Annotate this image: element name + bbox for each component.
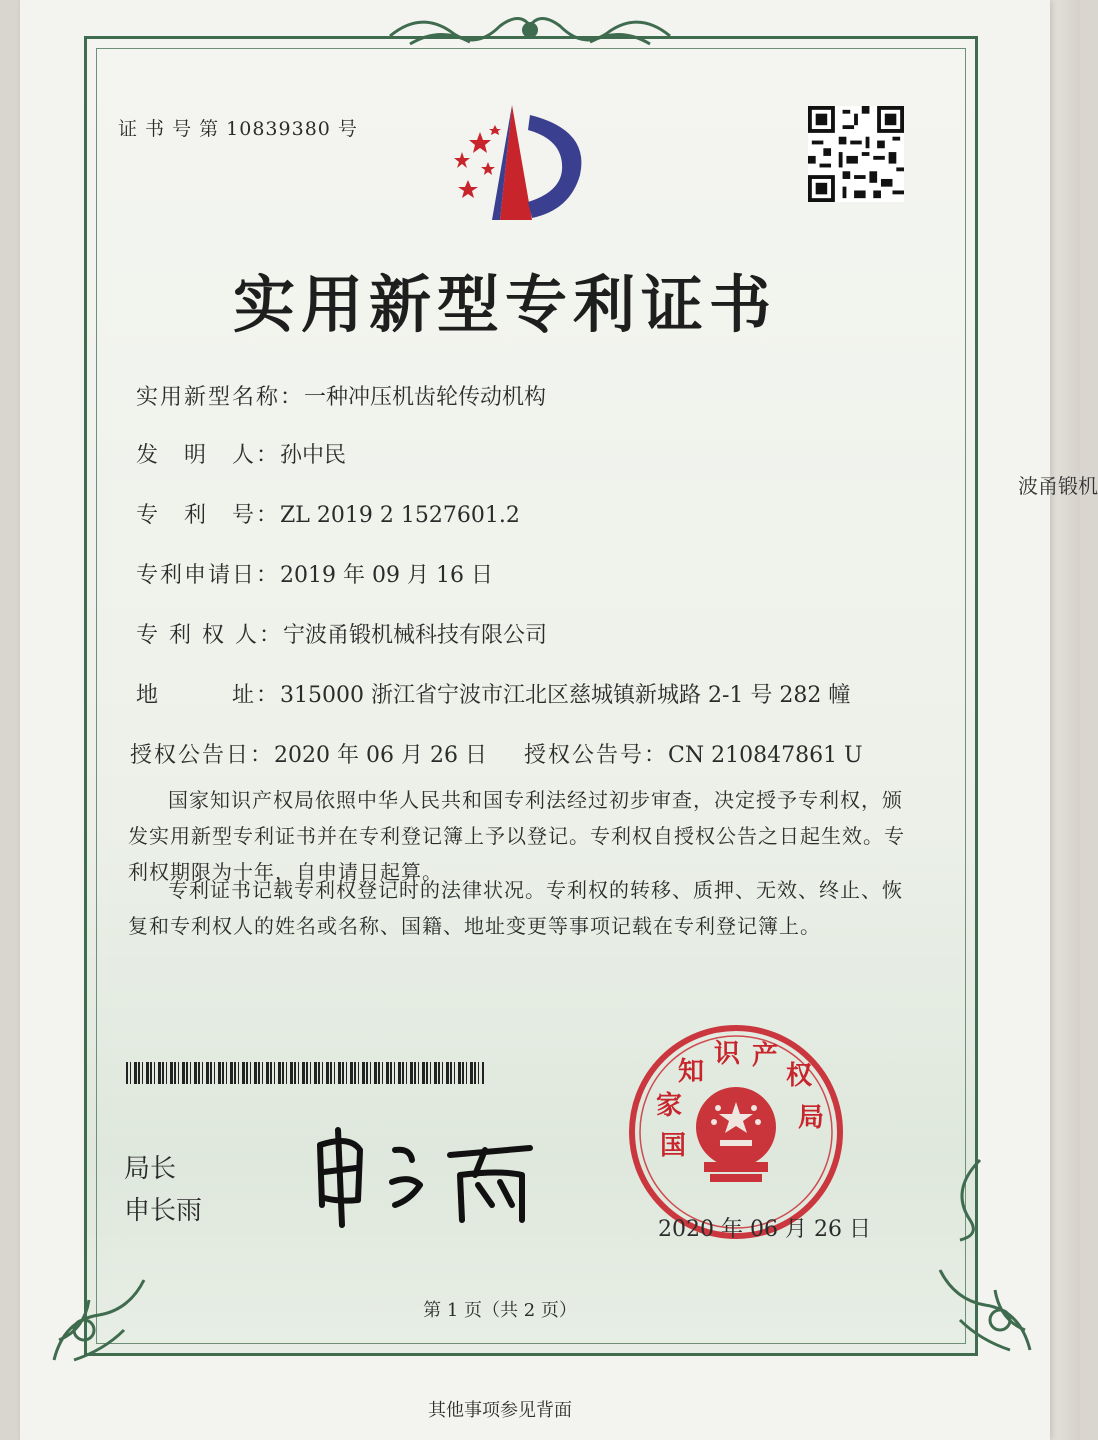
page-indicator: 第 1 页（共 2 页） [423,1300,577,1321]
grant-date-label: 授权公告日： [130,743,275,768]
patent-number-label: 专 利 号： [136,503,281,528]
svg-text:识: 识 [714,1039,741,1069]
official-seal-icon [626,1022,846,1242]
certificate-number: 证 书 号 第 10839380 号 [118,118,358,140]
seal-date: 2020 年 06 月 26 日 [658,1217,871,1242]
inventor-label: 发 明 人： [136,443,281,468]
qr-code-icon [808,106,904,202]
svg-text:权: 权 [786,1061,813,1091]
patent-number-value: ZL 2019 2 1527601.2 [280,503,520,528]
address-row [136,678,850,709]
utility-model-name-row [136,380,546,411]
certificate-title: 实用新型专利证书 [232,268,777,341]
patentee-label: 专 利 权 人： [136,623,283,648]
grant-number-row [524,738,863,769]
underlying-document-text: 波甬锻机 [1018,474,1098,498]
inventor-row [136,438,346,469]
filing-date-value: 2019 年 09 月 16 日 [280,563,493,588]
utility-model-name-label: 实用新型名称： [136,385,305,410]
signature-icon [300,1120,540,1230]
address-value: 315000 浙江省宁波市江北区慈城镇新城路 2-1 号 282 幢 [280,683,851,708]
filing-date-row [136,558,493,589]
grant-date-row [130,738,487,769]
patentee-value: 宁波甬锻机械科技有限公司 [282,623,547,648]
filing-date-label: 专利申请日： [136,563,281,588]
grant-number-value: CN 210847861 U [668,743,863,768]
patent-number-row [136,498,520,529]
right-side-ornament-icon [930,1160,990,1240]
back-note: 其他事项参见背面 [428,1400,572,1421]
director-title: 局长 [124,1154,177,1184]
cnipa-logo-icon [440,100,590,225]
barcode-icon [126,1062,484,1084]
svg-text:家: 家 [656,1091,683,1121]
svg-text:知: 知 [678,1057,705,1087]
svg-text:局: 局 [798,1103,825,1133]
director-name: 申长雨 [124,1196,203,1226]
utility-model-name-value: 一种冲压机齿轮传动机构 [304,385,547,410]
patentee-row [136,618,547,649]
svg-text:产: 产 [752,1041,779,1071]
svg-text:国: 国 [660,1131,687,1161]
address-label: 地 址： [136,683,281,708]
grant-date-value: 2020 年 06 月 26 日 [274,743,487,768]
body-paragraph-2: 专利证书记载专利权登记时的法律状况。专利权的转移、质押、无效、终止、恢复和专利权人的姓名或名称、国籍、地址变更等事项记载在专利登记簿上。 [128,878,903,938]
body-paragraph-1: 国家知识产权局依照中华人民共和国专利法经过初步审查，决定授予专利权，颁发实用新型专利证书并在专利登记簿上予以登记。专利权自授权公告之日起生效。专利权期限为十年，自申请日起算。 [128,788,905,884]
top-ornament-icon [380,6,680,56]
grant-number-label: 授权公告号： [524,743,669,768]
inventor-value: 孙中民 [280,443,347,468]
